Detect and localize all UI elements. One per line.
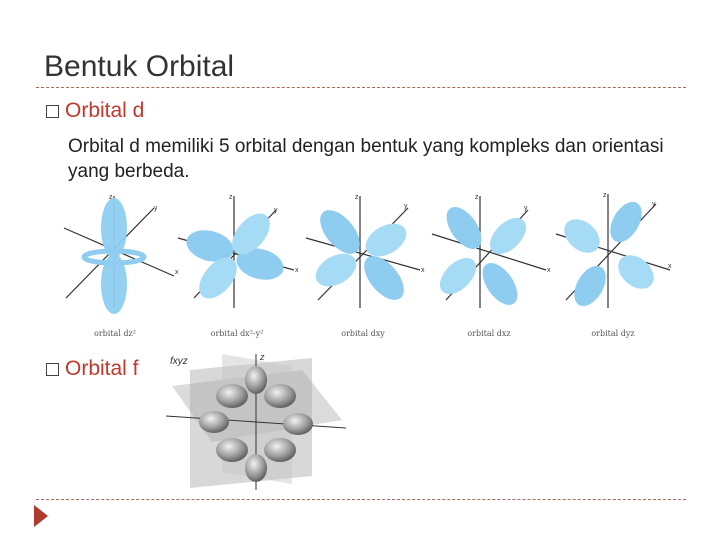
svg-text:y: y xyxy=(652,201,656,208)
svg-text:y: y xyxy=(404,203,408,210)
svg-text:z: z xyxy=(475,194,479,201)
svg-text:x: x xyxy=(295,267,299,274)
axis-y: y xyxy=(154,205,158,212)
slide-title: Bentuk Orbital xyxy=(44,50,235,83)
orbital-caption: orbital dxz xyxy=(467,329,511,338)
orbital-dxz-diagram xyxy=(428,188,550,338)
svg-text:z: z xyxy=(229,194,233,201)
top-divider xyxy=(36,87,686,88)
orbital-caption: orbital dz² xyxy=(94,329,136,338)
orbital-dyz-diagram xyxy=(552,188,674,338)
svg-text:y: y xyxy=(274,207,278,214)
orbital-fxyz-diagram xyxy=(162,350,350,492)
axis-z: z xyxy=(109,194,113,201)
checkbox-icon xyxy=(46,105,59,118)
orbital-caption: orbital dxy xyxy=(341,329,385,338)
bottom-divider xyxy=(36,499,686,500)
bullet-label: Orbital d xyxy=(65,99,145,122)
orbital-d-description: Orbital d memiliki 5 orbital dengan bentuk yang kompleks dan orientasi yang berbeda. xyxy=(68,136,664,182)
svg-text:y: y xyxy=(524,205,528,212)
f-orbital-label: fxyz xyxy=(170,356,188,367)
orbital-dz2-diagram xyxy=(54,188,179,338)
bullet-orbital-d xyxy=(46,99,144,123)
bullet-label: Orbital f xyxy=(65,357,139,380)
axis-x: x xyxy=(175,269,179,276)
svg-text:z: z xyxy=(603,192,607,199)
svg-text:x: x xyxy=(547,267,551,274)
orbital-caption: orbital dx²-y² xyxy=(210,329,264,338)
bullet-orbital-f xyxy=(46,357,139,381)
orbital-dxy-diagram xyxy=(302,188,424,338)
checkbox-icon xyxy=(46,363,59,376)
svg-text:z: z xyxy=(355,194,359,201)
orbital-dx2y2-diagram xyxy=(176,188,298,338)
svg-text:z: z xyxy=(260,352,265,362)
next-slide-arrow-icon[interactable] xyxy=(34,505,48,532)
orbital-caption: orbital dyz xyxy=(591,329,635,338)
svg-text:x: x xyxy=(668,263,672,270)
svg-text:x: x xyxy=(421,267,425,274)
